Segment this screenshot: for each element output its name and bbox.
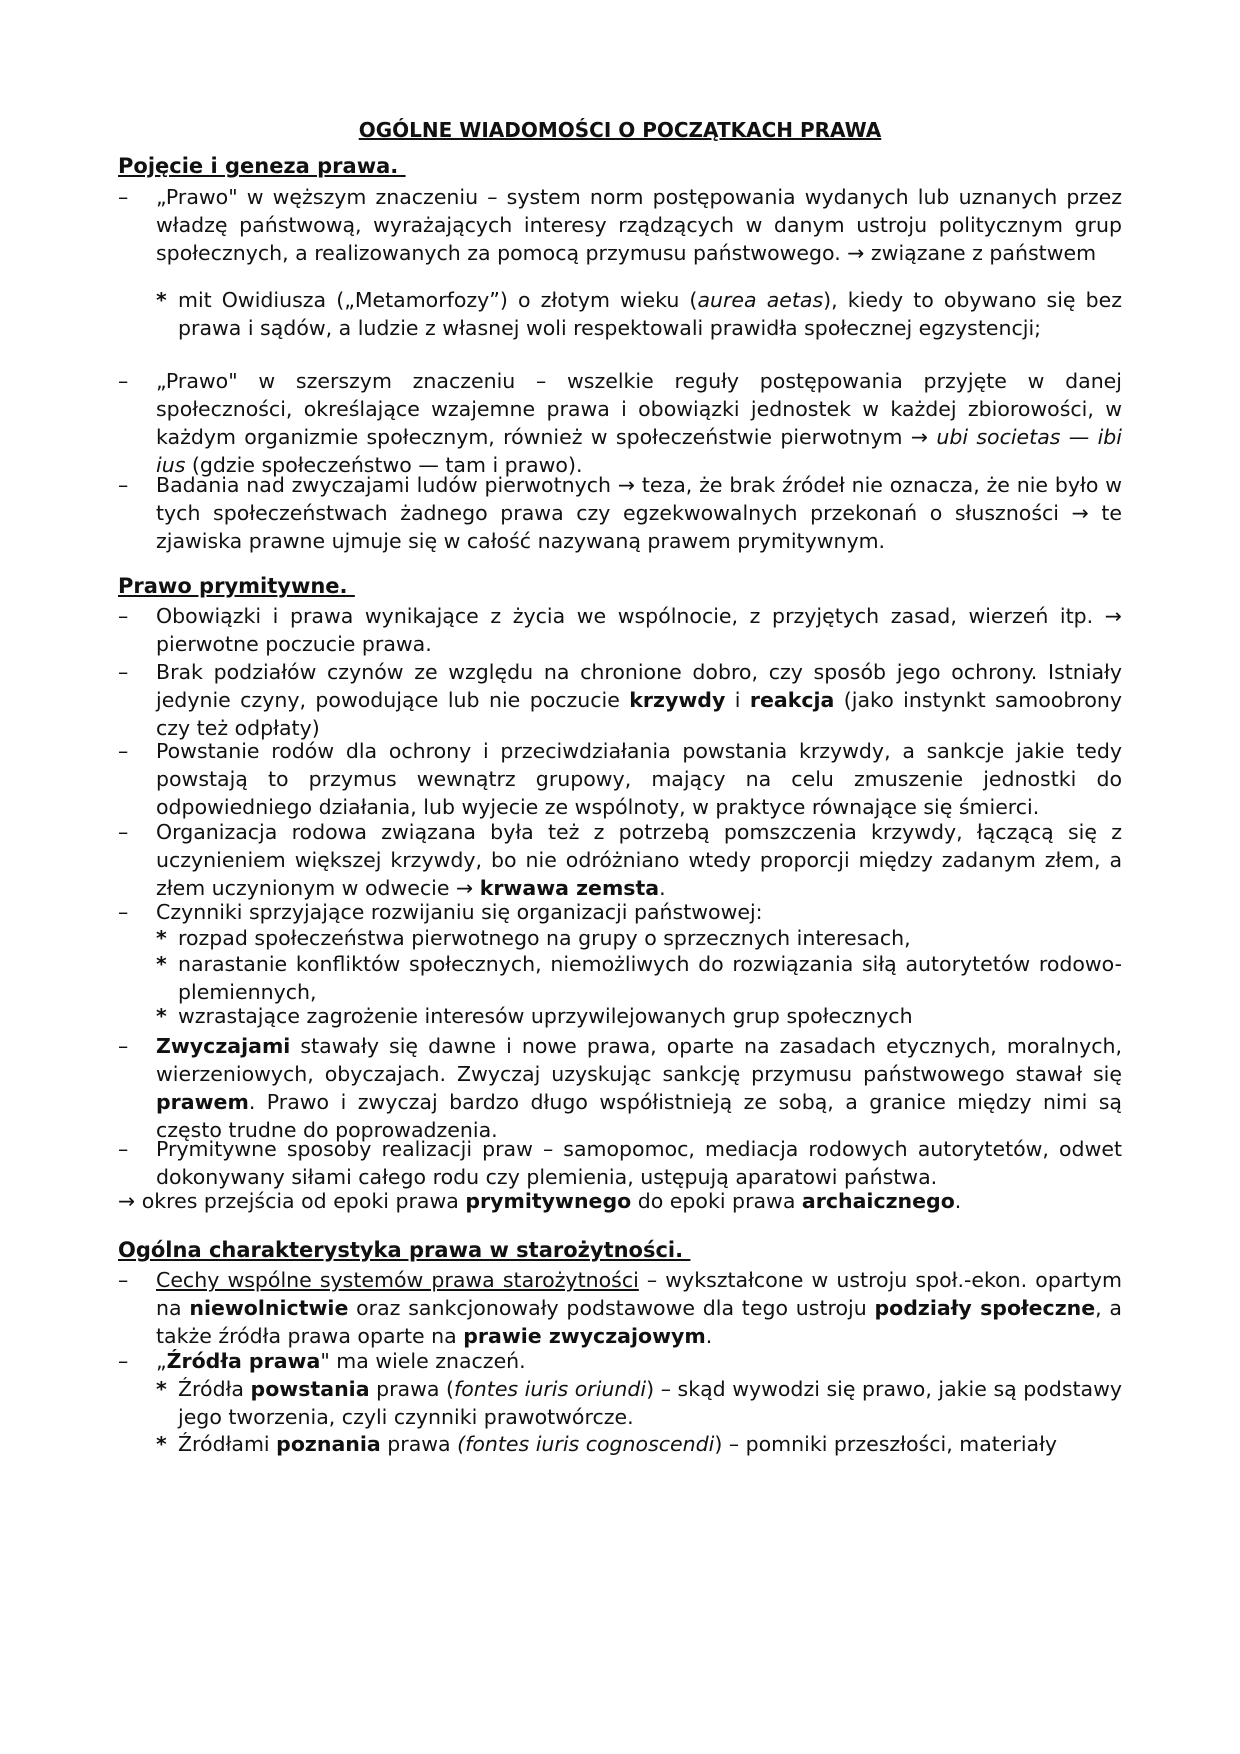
sub-list-item — [156, 1375, 1122, 1431]
text-run: archaicznego — [801, 1189, 955, 1213]
text-run: → okres przejścia od epoki prawa — [118, 1189, 466, 1213]
text-run: ) – skąd wywodzi się prawo, jakie są podstawy jego tworzenia, czyli czynniki prawotwórcze. — [178, 1377, 1123, 1429]
text-run: Brak podziałów czynów ze względu na chronione dobro, czy sposób jego ochrony. Istniały jedynie czyny, powodujące lub nie poczucie — [156, 660, 1122, 712]
text-run: Źródła prawa — [166, 1349, 321, 1373]
paragraph-text: Obowiązki i prawa wynikające z życia we wspólnocie, z przyjętych zasad, wierzeń itp. → pierwotne poczucie prawa. — [156, 604, 1122, 656]
text-run: fontes iuris oriundi — [454, 1377, 647, 1401]
text-run: prymitywnego — [465, 1189, 632, 1213]
text-run: „Prawo" w szerszym znaczeniu – wszelkie reguły postępowania przyjęte w danej społeczności, określające wzajemne prawa i obowiązki jednostek w każdej zbiorowości, w każdym organizmie społecznym, również w społeczeństwie pierwotnym → — [156, 369, 1122, 449]
text-run: prawem — [156, 1090, 249, 1114]
text-run: reakcja — [749, 688, 835, 712]
text-run: . — [659, 876, 666, 900]
dash-marker: – — [118, 369, 129, 393]
text-run: (gdzie społeczeństwo — tam i prawo). — [185, 453, 583, 477]
text-run: „ — [156, 1349, 167, 1373]
list-item — [118, 1347, 1122, 1375]
paragraph-text: „Prawo" w węższym znaczeniu – system norm postępowania wydanych lub uznanych przez władzę państwową, wyrażających interesy rządzących w danym ustroju politycznym grup społecznych, a realizowanych za pomocą przymusu państwowego. → związane z państwem — [156, 185, 1122, 265]
dash-marker: – — [118, 1268, 129, 1292]
star-marker: * — [156, 952, 167, 976]
dash-marker: – — [118, 473, 129, 497]
text-run: Cechy wspólne systemów prawa starożytności — [156, 1268, 639, 1292]
list-item — [118, 658, 1122, 742]
star-marker: * — [156, 1432, 167, 1456]
sub-list-item — [156, 950, 1122, 1006]
text-run: mit Owidiusza („Metamorfozy”) o złotym wieku ( — [178, 288, 698, 312]
paragraph-text: rozpad społeczeństwa pierwotnego na grupy o sprzecznych interesach, — [178, 926, 911, 950]
section-heading: Ogólna charakterystyka prawa w starożytności. — [118, 1238, 691, 1262]
star-marker: * — [156, 926, 167, 950]
list-item — [118, 818, 1122, 902]
list-item — [118, 898, 1122, 926]
text-run: i — [725, 688, 750, 712]
text-run: aurea aetas — [697, 288, 824, 312]
star-marker: * — [156, 288, 167, 312]
text-run: . Prawo i zwyczaj bardzo długo współistnieją ze sobą, a granice między nimi są często trudne do poprowadzenia. — [156, 1090, 1122, 1142]
text-run: " ma wiele znaczeń. — [320, 1349, 526, 1373]
text-run: stawały się dawne i nowe prawa, oparte na zasadach etycznych, moralnych, wierzeniowych, obyczajach. Zwyczaj uzyskując sankcję przymusu państwowego stawał się — [156, 1034, 1122, 1086]
sub-list-item — [156, 1430, 1122, 1458]
text-run: Organizacja rodowa związana była też z potrzebą pomszczenia krzywdy, łączącą się z uczynieniem większej krzywdy, bo nie odróżniano wtedy proporcji między zadanym złem, a złem uczynionym w odwecie → — [156, 820, 1122, 900]
text-run: oraz sankcjonowały podstawowe dla tego ustroju — [348, 1296, 875, 1320]
text-run: prawa — [380, 1432, 458, 1456]
dash-marker: – — [118, 1349, 129, 1373]
document-title: OGÓLNE WIADOMOŚCI O POCZĄTKACH PRAWA — [358, 118, 882, 142]
list-item — [118, 183, 1122, 267]
dash-marker: – — [118, 660, 129, 684]
text-run: poznania — [276, 1432, 381, 1456]
text-run: (fontes iuris cognoscendi — [457, 1432, 715, 1456]
text-run: krwawa zemsta — [479, 876, 660, 900]
list-item — [118, 471, 1122, 555]
text-run: prawa ( — [369, 1377, 455, 1401]
text-run: do epoki prawa — [631, 1189, 802, 1213]
text-run: Źródłami — [178, 1432, 277, 1456]
dash-marker: – — [118, 1034, 129, 1058]
paragraph-text: Badania nad zwyczajami ludów pierwotnych → teza, że brak źródeł nie oznacza, że nie było w tych społeczeństwach żadnego prawa czy egzekwowalnych przekonań o słuszności → te zjawiska prawne ujmuje się w całość nazywaną prawem prymitywnym. — [156, 473, 1122, 553]
list-item — [118, 1032, 1122, 1144]
text-run: podziały społeczne — [874, 1296, 1096, 1320]
paragraph-text: Czynniki sprzyjające rozwijaniu się organizacji państwowej: — [156, 900, 763, 924]
text-run: ubi societas — ibi ius — [156, 425, 1122, 477]
sub-list-item — [156, 286, 1122, 342]
list-item — [118, 367, 1122, 479]
dash-marker: – — [118, 900, 129, 924]
star-marker: * — [156, 1377, 167, 1401]
dash-marker: – — [118, 820, 129, 844]
star-marker: * — [156, 1004, 167, 1028]
text-run: krzywdy — [629, 688, 726, 712]
dash-marker: – — [118, 185, 129, 209]
text-run: . — [954, 1189, 962, 1213]
text-run: powstania — [250, 1377, 370, 1401]
conclusion-line — [118, 1187, 1122, 1215]
list-item — [118, 1135, 1122, 1191]
dash-marker: – — [118, 1137, 129, 1161]
paragraph-text: Prymitywne sposoby realizacji praw – samopomoc, mediacja rodowych autorytetów, odwet dokonywany siłami całego rodu czy plemienia, ustępują aparatowi państwa. — [156, 1137, 1122, 1189]
text-run: Źródła — [178, 1377, 251, 1401]
text-run: (jako instynkt samoobrony czy też odpłaty) — [156, 688, 1122, 740]
sub-list-item — [156, 1002, 1122, 1030]
list-item — [118, 602, 1122, 658]
paragraph-text: narastanie konfliktów społecznych, niemożliwych do rozwiązania siłą autorytetów rodowo-plemiennych, — [178, 952, 1122, 1004]
list-item — [118, 737, 1122, 821]
text-run: prawie zwyczajowym — [463, 1324, 706, 1348]
paragraph-text: wzrastające zagrożenie interesów uprzywilejowanych grup społecznych — [178, 1004, 913, 1028]
section-heading: Pojęcie i geneza prawa. — [118, 154, 406, 178]
dash-marker: – — [118, 739, 129, 763]
paragraph-text: Powstanie rodów dla ochrony i przeciwdziałania powstania krzywdy, a sankcje jakie tedy powstają to przymus wewnątrz grupowy, mający na celu zmuszenie jednostki do odpowiedniego działania, lub wyjecie ze wspólnoty, w praktyce równające się śmierci. — [156, 739, 1122, 819]
text-run: Zwyczajami — [156, 1034, 291, 1058]
dash-marker: – — [118, 604, 129, 628]
section-heading: Prawo prymitywne. — [118, 574, 355, 598]
text-run: – wykształcone w ustroju społ.-ekon. opartym na — [156, 1268, 1122, 1320]
text-run: ) – pomniki przeszłości, materiały — [714, 1432, 1058, 1456]
list-item — [118, 1266, 1122, 1350]
text-run: ), kiedy to obywano się bez prawa i sądów, a ludzie z własnej woli respektowali prawidła społecznej egzystencji; — [178, 288, 1122, 340]
text-run: . — [705, 1324, 713, 1348]
text-run: niewolnictwie — [189, 1296, 349, 1320]
sub-list-item — [156, 924, 1122, 952]
text-run: , a także źródła prawa oparte na — [156, 1296, 1122, 1348]
